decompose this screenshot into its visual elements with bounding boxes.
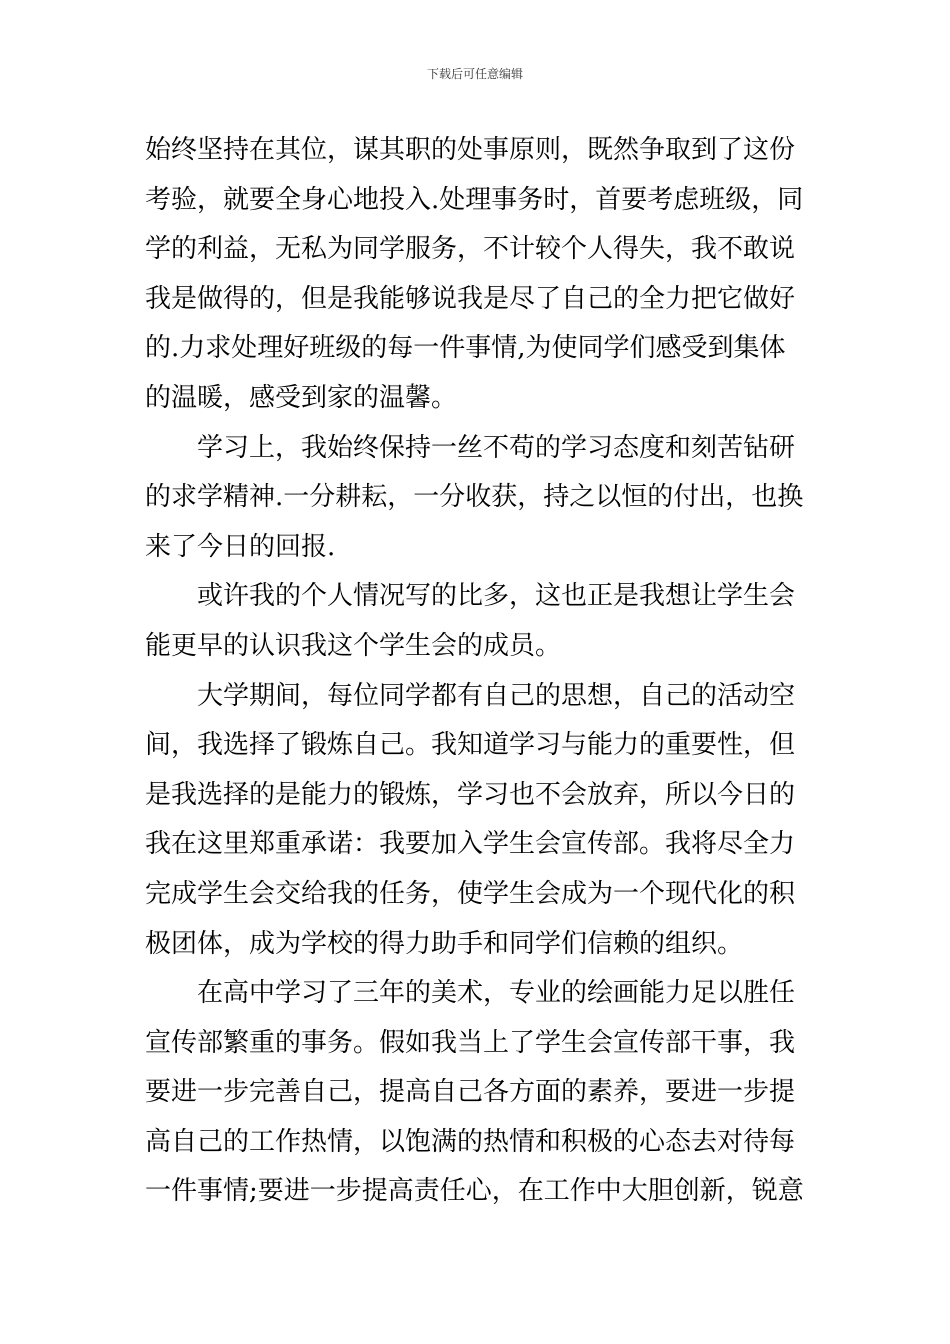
text-line: 极团体，成为学校的得力助手和同学们信赖的组织。 [145, 928, 744, 959]
text-line: 考验，就要全身心地投入.处理事务时，首要考虑班级，同 [145, 184, 804, 215]
body-text [145, 126, 807, 1217]
text-line: 来了今日的回报. [145, 531, 336, 562]
text-line: 我在这里郑重承诺：我要加入学生会宣传部。我将尽全力 [145, 829, 796, 860]
text-line: 完成学生会交给我的任务，使学生会成为一个现代化的积 [145, 878, 796, 909]
text-line: 始终坚持在其位，谋其职的处事原则，既然争取到了这份 [145, 135, 796, 165]
text-line: 要进一步完善自己，提高自己各方面的素养，要进一步提 [145, 1077, 796, 1108]
text-line: 我是做得的，但是我能够说我是尽了自己的全力把它做好 [145, 283, 796, 314]
text-line: 的.力求处理好班级的每一件事情,为使同学们感受到集体 [145, 333, 786, 364]
text-line: 或许我的个人情况写的比多，这也正是我想让学生会 [197, 581, 796, 612]
text-line: 能更早的认识我这个学生会的成员。 [145, 630, 562, 661]
text-line: 的求学精神.一分耕耘，一分收获，持之以恒的付出，也换 [145, 482, 804, 513]
text-line: 宣传部繁重的事务。假如我当上了学生会宣传部干事，我 [145, 1027, 796, 1058]
text-line: 的温暖，感受到家的温馨。 [145, 382, 458, 413]
text-line: 高自己的工作热情，以饱满的热情和积极的心态去对待每 [145, 1126, 796, 1157]
text-line: 是我选择的是能力的锻炼，学习也不会放弃，所以今日的 [145, 779, 796, 810]
text-line: 一件事情;要进一步提高责任心，在工作中大胆创新，锐意 [145, 1176, 804, 1207]
text-line: 学习上，我始终保持一丝不苟的学习态度和刻苦钻研 [197, 432, 796, 463]
text-line: 间，我选择了锻炼自己。我知道学习与能力的重要性，但 [145, 730, 796, 761]
text-line: 在高中学习了三年的美术，专业的绘画能力足以胜任 [197, 978, 796, 1009]
text-line: 学的利益，无私为同学服务，不计较个人得失，我不敢说 [145, 234, 796, 265]
page-header: 下载后可任意编辑 [426, 67, 523, 81]
text-line: 大学期间，每位同学都有自己的思想，自己的活动空 [197, 680, 796, 711]
